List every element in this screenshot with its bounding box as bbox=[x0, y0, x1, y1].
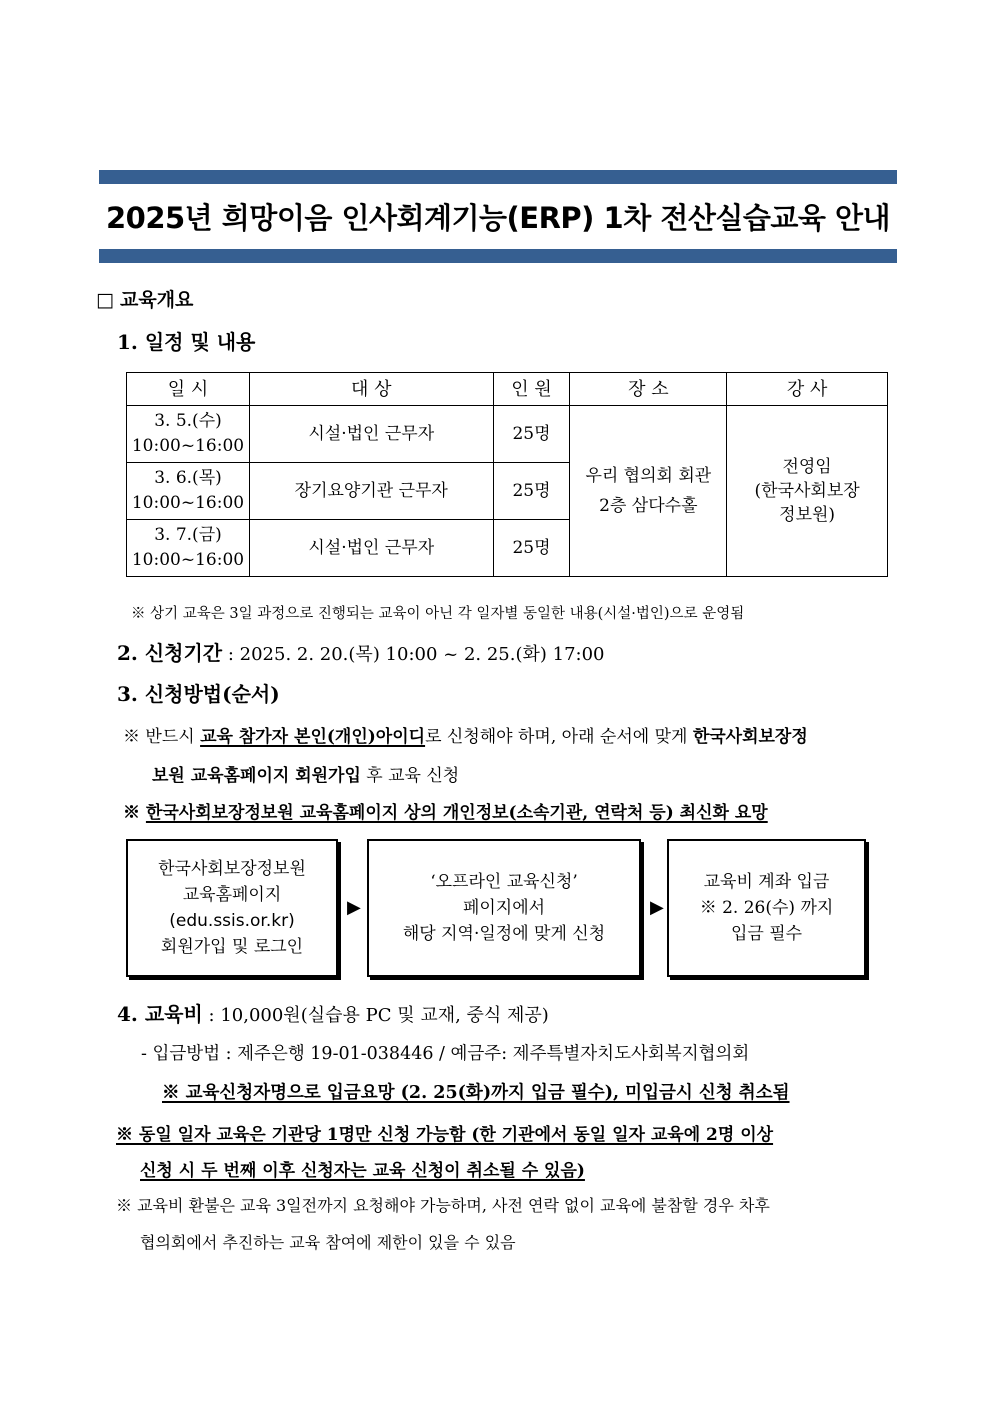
header-target: 대 상 bbox=[249, 373, 493, 406]
limit-note-line2: 신청 시 두 번째 이후 신청자는 교육 신청이 취소될 수 있음) bbox=[140, 1161, 585, 1181]
target-cell: 장기요양기관 근무자 bbox=[249, 463, 493, 520]
schedule-table bbox=[126, 372, 888, 577]
application-method-heading: 3. 신청방법(순서) bbox=[117, 682, 280, 706]
date-cell: 3. 7.(금) 10:00~16:00 bbox=[127, 520, 250, 577]
header-count: 인 원 bbox=[493, 373, 570, 406]
target-cell: 시설·법인 근무자 bbox=[249, 520, 493, 577]
title-bottom-bar bbox=[99, 249, 897, 263]
instructor-cell: 전영임 (한국사회보장 정보원) bbox=[727, 406, 888, 577]
table-note: ※ 상기 교육은 3일 과정으로 진행되는 교육이 아닌 각 일자별 동일한 내용(시설·법인)으로 운영됨 bbox=[131, 606, 745, 622]
date-cell: 3. 6.(목) 10:00~16:00 bbox=[127, 463, 250, 520]
method-note-line2: 보원 교육홈페이지 회원가입 후 교육 신청 bbox=[152, 766, 460, 786]
limit-note-line1: ※ 동일 일자 교육은 기관당 1명만 신청 가능함 (한 기관에서 동일 일자 교육에 2명 이상 bbox=[116, 1125, 774, 1145]
section-label: 교육개요 bbox=[120, 289, 194, 311]
count-cell: 25명 bbox=[493, 406, 570, 463]
application-period-text: : 2025. 2. 20.(목) 10:00 ~ 2. 25.(화) 17:00 bbox=[222, 644, 605, 665]
date-cell: 3. 5.(수) 10:00~16:00 bbox=[127, 406, 250, 463]
title-top-bar bbox=[99, 170, 897, 184]
personal-id-emphasis: 교육 참가자 본인(개인)아이디 bbox=[200, 727, 426, 747]
page-title: 2025년 희망이음 인사회계기능(ERP) 1차 전산실습교육 안내 bbox=[105, 201, 891, 235]
step-arrow-icon: ▶ bbox=[347, 897, 361, 918]
refund-note-line2: 협의회에서 추진하는 교육 참여에 제한이 있을 수 있음 bbox=[140, 1233, 516, 1252]
checkbox-marker: □ bbox=[96, 289, 114, 311]
schedule-heading: 1. 일정 및 내용 bbox=[117, 330, 256, 354]
method-note-2: ※ 한국사회보장정보원 교육홈페이지 상의 개인정보(소속기관, 연락처 등) 최신화 요망 bbox=[123, 803, 768, 823]
table-row bbox=[127, 406, 888, 463]
header-date: 일 시 bbox=[127, 373, 250, 406]
fee-line bbox=[117, 998, 549, 1027]
application-period bbox=[117, 637, 605, 666]
table-header-row bbox=[127, 373, 888, 406]
step-arrow-icon: ▶ bbox=[650, 897, 664, 918]
count-cell: 25명 bbox=[493, 520, 570, 577]
header-instructor: 강 사 bbox=[727, 373, 888, 406]
step-box-signup: 한국사회보장정보원 교육홈페이지 (edu.ssis.or.kr) 회원가입 및 로그인 bbox=[126, 839, 338, 977]
application-period-heading: 2. 신청기간 bbox=[117, 641, 223, 665]
method-note-line1: ※ 반드시 교육 참가자 본인(개인)아이디로 신청해야 하며, 아래 순서에 맞게 한국사회보장정 bbox=[123, 727, 808, 747]
fee-text: : 10,000원(실습용 PC 및 교재, 중식 제공) bbox=[202, 1005, 549, 1026]
header-place: 장 소 bbox=[570, 373, 727, 406]
count-cell: 25명 bbox=[493, 463, 570, 520]
place-cell: 우리 협의회 회관 2층 삼다수홀 bbox=[570, 406, 727, 577]
payment-note: ※ 교육신청자명으로 입금요망 (2. 25(화)까지 입금 필수), 미입금시 신청 취소됨 bbox=[162, 1083, 790, 1103]
step-box-payment: 교육비 계좌 입금 ※ 2. 26(수) 까지 입금 필수 bbox=[667, 839, 866, 977]
target-cell: 시설·법인 근무자 bbox=[249, 406, 493, 463]
fee-heading: 4. 교육비 bbox=[117, 1002, 203, 1026]
section-heading bbox=[96, 285, 193, 312]
refund-note-line1: ※ 교육비 환불은 교육 3일전까지 요청해야 가능하며, 사전 연락 없이 교육에 불참할 경우 차후 bbox=[116, 1196, 770, 1215]
payment-method: - 입금방법 : 제주은행 19-01-038446 / 예금주: 제주특별자치도사회복지협의회 bbox=[141, 1044, 750, 1064]
step-box-apply: ‘오프라인 교육신청’ 페이지에서 해당 지역·일정에 맞게 신청 bbox=[367, 839, 641, 977]
